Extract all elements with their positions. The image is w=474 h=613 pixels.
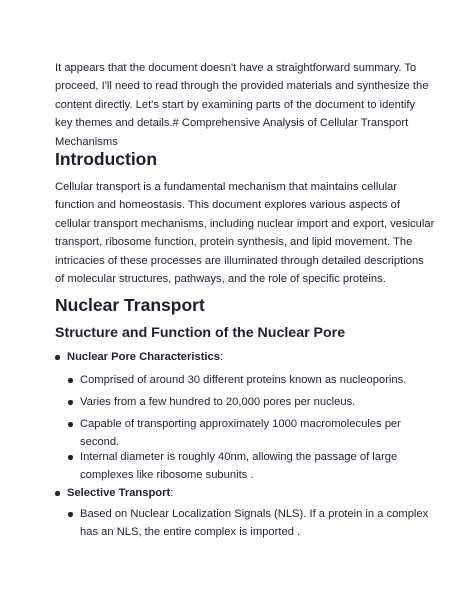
- list-item-label: Selective Transport: [67, 487, 171, 499]
- introduction-paragraph: Cellular transport is a fundamental mechanism that maintains cellular function and homeostasis. This document explores various aspects of cellular transport mechanisms, including nuclear import and export, vesicular transport, ribosome function, protein synthesis, and lipid movement. The intricacies of these processes are illuminated through detailed descriptions of molecular structures, pathways, and the role of specific proteins.: [55, 181, 435, 286]
- intro-paragraph: It appears that the document doesn't have a straightforward summary. To proceed, I'll need to read through the provided materials and synthesize the content directly. Let's start by examining parts of the document to identify key themes and details.# Comprehensive Analysis of Cellular Transport Mechanisms: [55, 62, 429, 148]
- list-item-colon: :: [219, 351, 224, 363]
- bullet-icon: [68, 400, 73, 405]
- bullet-icon: [55, 355, 60, 360]
- nuclear-transport-heading: Nuclear Transport: [55, 295, 205, 315]
- list-item: [80, 415, 430, 452]
- list-item-text: Varies from a few hundred to 20,000 pores per nucleus.: [80, 396, 356, 408]
- list-item-selective-transport: [67, 484, 437, 502]
- bullet-icon: [68, 378, 73, 383]
- nuclear-pore-subheading: Structure and Function of the Nuclear Pore: [55, 325, 346, 341]
- bullet-icon: [68, 422, 73, 427]
- list-item-text: Comprised of around 30 different proteins known as nucleoporins.: [80, 374, 407, 386]
- list-item: [80, 371, 430, 389]
- list-item-text: Based on Nuclear Localization Signals (NLS). If a protein in a complex has an NLS, the entire complex is imported .: [80, 508, 429, 539]
- list-item: [80, 448, 430, 485]
- list-item-text: Capable of transporting approximately 1000 macromolecules per second.: [80, 418, 401, 449]
- bullet-icon: [55, 491, 60, 496]
- list-item-colon: :: [170, 487, 174, 499]
- list-item: [80, 393, 430, 411]
- introduction-heading: Introduction: [55, 149, 158, 169]
- list-item-text: Internal diameter is roughly 40nm, allowing the passage of large complexes like ribosome subunits .: [80, 451, 398, 482]
- bullet-icon: [68, 512, 73, 517]
- bullet-icon: [68, 455, 73, 460]
- list-item: [80, 505, 430, 542]
- list-item-label: Nuclear Pore Characteristics: [67, 351, 220, 363]
- list-item-pore-characteristics: [67, 348, 437, 366]
